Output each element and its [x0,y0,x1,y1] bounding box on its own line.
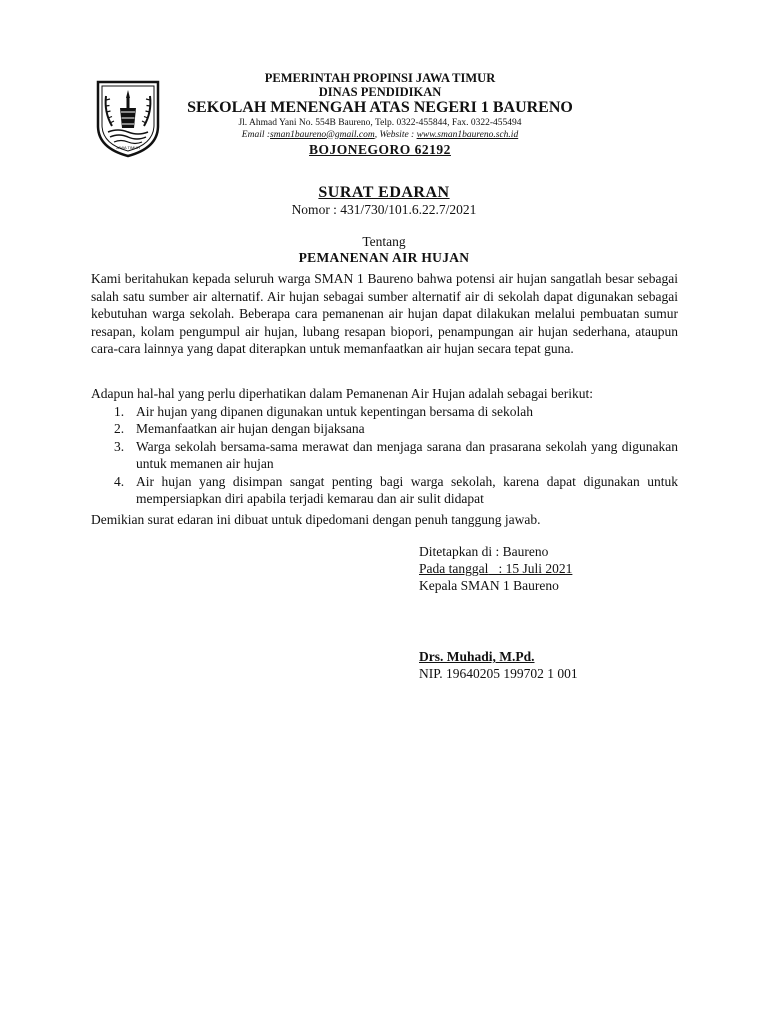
school-address: Jl. Ahmad Yani No. 554B Baureno, Telp. 0322-455844, Fax. 0322-455494 [238,118,522,128]
closing-paragraph: Demikian surat edaran ini dibuat untuk dipedomani dengan penuh tanggung jawab. [91,512,541,527]
date-value: : 15 Juli 2021 [488,561,573,576]
points-intro: Adapun hal-hal yang perlu diperhatikan dalam Pemanenan Air Hujan adalah sebagai berikut: [91,386,593,401]
email-link[interactable]: sman1baureno@gmail.com [270,129,375,140]
letter-heading: SURAT EDARAN [318,184,450,201]
letter-subject: PEMANENAN AIR HUJAN [298,250,470,265]
school-name: SEKOLAH MENENGAH ATAS NEGERI 1 BAURENO [187,99,573,116]
place-label: Ditetapkan di [419,544,493,559]
list-item-text: Air hujan yang disimpan sangat penting bagi warga sekolah, karena dapat digunakan untuk mempersiapkan diri apabila terjadi kemarau dan air sulit didapat [136,473,678,506]
government-name: PEMERINTAH PROPINSI JAWA TIMUR [264,71,496,85]
date-label: Pada tanggal [419,561,489,576]
signature-block [419,543,578,682]
email-label: Email : [241,129,271,140]
signer-position: Kepala SMAN 1 Baureno [419,578,559,593]
paragraph-intro: Kami beritahukan kepada seluruh warga SMAN 1 Baureno bahwa potensi air hujan sangatlah besar sebagai salah satu sumber air alternatif. Air hujan sebagai sumber alternatif air di sekolah dapat digunakan sebagai kebutuhan warga sekolah. Beberapa cara pemanenan air hujan dapat dilakukan melalui pembuatan sumur resapan, kolam pengumpul air hujan, lubang resapan biopori, penampungan air hujan sederhana, ataupun cara-cara lainnya yang dapat diterapkan untuk memanfaatkan air hujan secara tepat guna. [91,271,678,356]
about-label: Tentang [362,234,406,249]
points-section [91,385,678,508]
city-postal: BOJONEGORO 62192 [309,142,451,157]
website-link[interactable]: www.sman1baureno.sch.id [416,129,519,140]
province-emblem-icon [90,76,166,158]
list-item-number: 3. [114,438,125,454]
signer-nip: NIP. 19640205 199702 1 001 [419,666,578,681]
list-item-number: 4. [114,473,125,489]
list-item-text: Warga sekolah bersama-sama merawat dan menjaga sarana dan prasarana sekolah yang digunakan untuk memanen air hujan [136,438,678,471]
list-item-text: Memanfaatkan air hujan dengan bijaksana [136,421,365,436]
list-item [114,438,678,473]
list-item [114,420,678,438]
title-block [0,184,768,266]
contact-line [160,131,600,141]
website-label: , Website : [374,129,417,140]
place-row [419,543,578,560]
list-item-number: 1. [114,403,125,419]
emblem-text: JAWA TIMUR [115,145,141,150]
list-item-number: 2. [114,421,125,436]
date-row [419,560,578,577]
department-name: DINAS PENDIDIKAN [318,84,442,99]
list-item [114,473,678,508]
place-value: : Baureno [492,544,549,559]
signer-name: Drs. Muhadi, M.Pd. [419,649,535,664]
letter-number: Nomor : 431/730/101.6.22.7/2021 [291,202,477,217]
letterhead [160,72,600,157]
list-item-text: Air hujan yang dipanen digunakan untuk kepentingan bersama di sekolah [136,403,534,419]
points-list [91,403,678,508]
list-item [114,403,678,421]
